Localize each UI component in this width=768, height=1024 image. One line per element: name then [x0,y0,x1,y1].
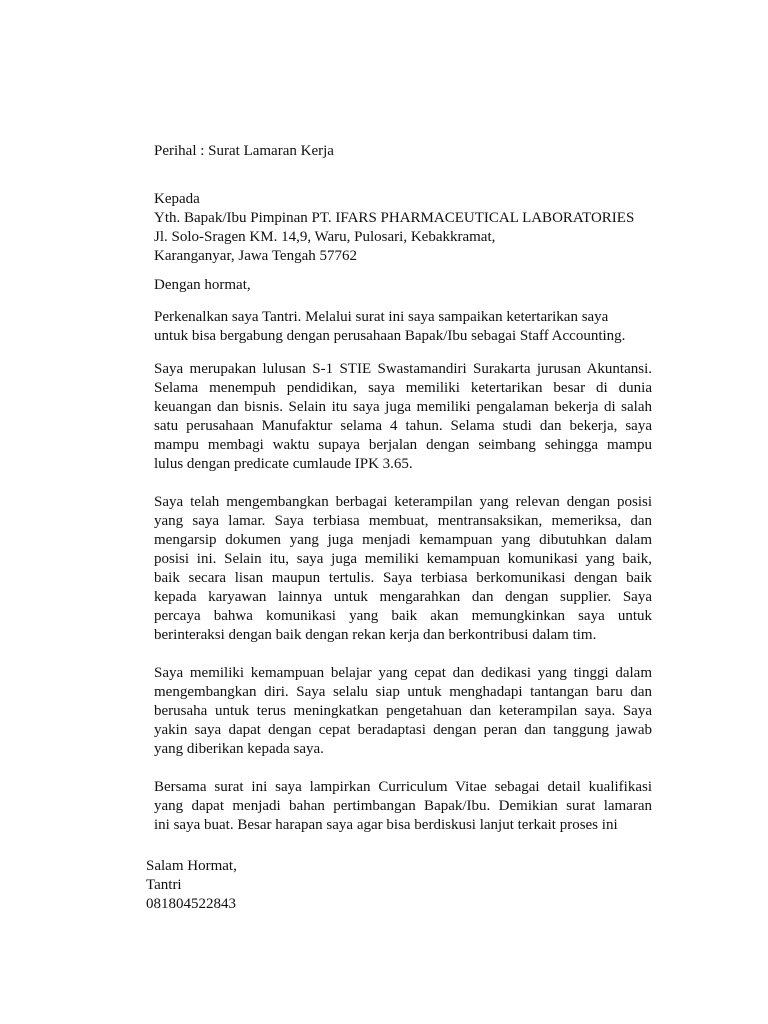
learning-line-5: yang diberikan kepada saya. [154,741,324,757]
closing-line-1: Bersama surat ini saya lampirkan Curriculum Vitae sebagai detail kualifikasi [154,779,652,795]
learning-line-2: mengembangkan diri. Saya selalu siap untuk menghadapi tantangan baru dan [154,684,652,700]
learning-line-1: Saya memiliki kemampuan belajar yang cepat dan dedikasi yang tinggi dalam [154,665,652,681]
learning-line-3: berusaha untuk terus meningkatkan pengetahuan dan keterampilan saya. Saya [154,703,652,719]
learning-line-4: yakin saya dapat dengan cepat beradaptasi dengan peran dan tanggung jawab [154,722,652,738]
skills-line-2: yang saya lamar. Saya terbiasa membuat, mentransaksikan, memeriksa, dan [154,513,652,529]
intro-line-1: Perkenalkan saya Tantri. Melalui surat ini saya sampaikan ketertarikan saya [154,309,609,325]
recipient-name: Yth. Bapak/Ibu Pimpinan PT. IFARS PHARMACEUTICAL LABORATORIES [154,210,635,226]
skills-line-7: percaya bahwa komunikasi yang baik akan memungkinkan saya untuk [154,608,652,624]
education-line-4: satu perusahaan Manufaktur selama 4 tahun. Selama studi dan bekerja, saya [154,418,652,434]
subject-line [154,142,652,161]
skills-line-3: mengarsip dokumen yang juga menjadi kemampuan yang dibutuhkan dalam [154,532,652,548]
signature-name: Tantri [146,877,182,893]
subject-text: Perihal : Surat Lamaran Kerja [154,143,334,159]
paragraph-closing [154,778,652,835]
greeting [154,276,652,295]
intro-line-2: untuk bisa bergabung dengan perusahaan Bapak/Ibu sebagai Staff Accounting. [154,328,626,344]
paragraph-skills [154,493,652,645]
paragraph-education [154,360,652,474]
education-line-6: lulus dengan predicate cumlaude IPK 3.65. [154,456,413,472]
education-line-5: mampu membagi waktu supaya berjalan dengan seimbang sehingga mampu [154,437,652,453]
recipient-address-2: Karanganyar, Jawa Tengah 57762 [154,248,357,264]
skills-line-5: baik secara lisan maupun tertulis. Saya terbiasa berkomunikasi dengan baik [154,570,652,586]
recipient-address-1: Jl. Solo-Sragen KM. 14,9, Waru, Pulosari, Kebakkramat, [154,229,496,245]
paragraph-learning [154,664,652,759]
skills-line-4: posisi ini. Selain itu, saya juga memiliki kemampuan komunikasi yang baik, [154,551,652,567]
signature-salutation: Salam Hormat, [146,858,237,874]
education-line-3: keuangan dan bisnis. Selain itu saya juga memiliki pengalaman bekerja di salah [154,399,652,415]
education-line-2: Selama menempuh pendidikan, saya memiliki ketertarikan besar di dunia [154,380,652,396]
recipient-block [154,190,652,266]
skills-line-6: kepada karyawan lainnya untuk mengarahkan dan dengan supplier. Saya [154,589,652,605]
skills-line-8: berinteraksi dengan baik dengan rekan kerja dan berkontribusi dalam tim. [154,627,597,643]
closing-line-2: yang dapat menjadi bahan pertimbangan Bapak/Ibu. Demikian surat lamaran [154,798,652,814]
signature-phone: 081804522843 [146,896,236,912]
paragraph-intro [154,308,652,346]
education-line-1: Saya merupakan lulusan S-1 STIE Swastamandiri Surakarta jurusan Akuntansi. [154,361,652,377]
greeting-text: Dengan hormat, [154,277,251,293]
skills-line-1: Saya telah mengembangkan berbagai keterampilan yang relevan dengan posisi [154,494,652,510]
signature-block [146,857,446,914]
recipient-label: Kepada [154,191,200,207]
closing-line-3: ini saya buat. Besar harapan saya agar bisa berdiskusi lanjut terkait proses ini [154,817,618,833]
